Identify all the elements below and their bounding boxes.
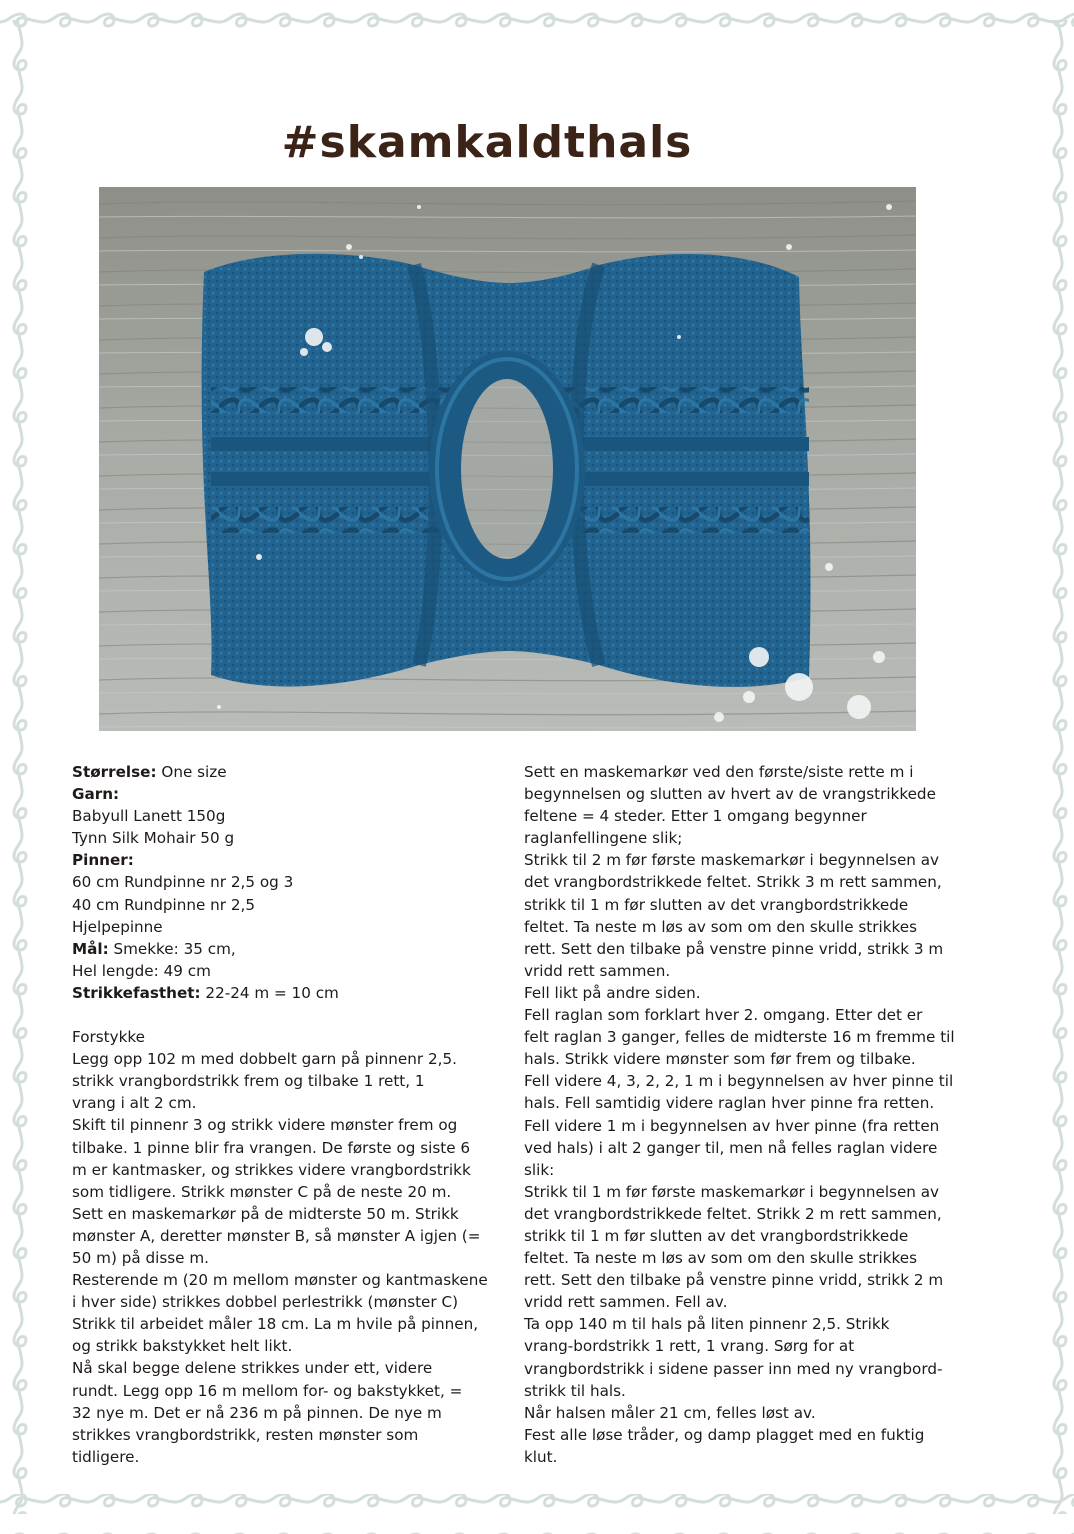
text-line: feltet. Ta neste m løs av som om den skulle strikkes: [524, 917, 918, 936]
text-line: vrang-bordstrikk 1 rett, 1 vrang. Sørg for at: [524, 1337, 855, 1356]
text-line: Forstykke: [72, 1028, 145, 1047]
spec-size-value: One size: [156, 763, 227, 781]
text-line: mønster A, deretter mønster B, så mønster A igjen (=: [72, 1226, 481, 1245]
spec-yarn-label: [72, 783, 512, 805]
spec-list: [72, 761, 512, 1004]
text-line: rett. Sett den tilbake på venstre pinne vridd, strikk 2 m: [524, 1271, 944, 1290]
text-line: Fell likt på andre siden.: [524, 983, 701, 1002]
text-line: raglanfellingene slik;: [524, 829, 683, 848]
text-line: klut.: [524, 1447, 558, 1466]
text-line: strikkes vrangbordstrikk, resten mønster som: [72, 1425, 419, 1444]
text-line: slik:: [524, 1160, 555, 1179]
text-line: 50 m) på disse m.: [72, 1248, 209, 1267]
text-line: vridd rett sammen.: [524, 961, 671, 980]
text-line: i hver side) strikkes dobbel perlestrikk (mønster C): [72, 1293, 459, 1312]
text-line: m er kantmasker, og strikkes videre vrangbordstrikk: [72, 1160, 471, 1179]
text-line: strikk til hals.: [524, 1381, 626, 1400]
spec-size-label: Størrelse:: [72, 763, 157, 781]
text-line: vrangbordstrikk i sidene passer inn med ny vrangbord-: [524, 1359, 943, 1378]
spec-gauge: [72, 982, 512, 1004]
text-line: Legg opp 102 m med dobbelt garn på pinnenr 2,5.: [72, 1050, 457, 1069]
text-line: tilbake. 1 pinne blir fra vrangen. De første og siste 6: [72, 1138, 471, 1157]
spec-measure-label: Mål:: [72, 939, 109, 958]
spec-measure-2: Hel lengde: 49 cm: [72, 961, 211, 980]
text-line: Strikk til 1 m før første maskemarkør i begynnelsen av: [524, 1182, 940, 1201]
text-line: det vrangbordstrikkede feltet. Strikk 3 m rett sammen,: [524, 873, 942, 892]
spec-yarn-label-text: Garn:: [72, 785, 120, 804]
text-line: strikk vrangbordstrikk frem og tilbake 1 rett, 1: [72, 1072, 425, 1091]
spacer: [72, 1004, 512, 1026]
spec-yarn-1: Babyull Lanett 150g: [72, 807, 226, 826]
text-line: Nå skal begge delene strikkes under ett, videre: [72, 1359, 433, 1378]
right-text-column: [524, 761, 994, 1468]
text-line: hals. Fell samtidig videre raglan hver pinne fra retten.: [524, 1094, 935, 1113]
text-line: det vrangbordstrikkede feltet. Strikk 2 m rett sammen,: [524, 1204, 942, 1223]
text-line: Fest alle løse tråder, og damp plagget med en fuktig: [524, 1425, 925, 1444]
text-line: ved hals) i alt 2 ganger til, men nå felles raglan videre: [524, 1138, 938, 1157]
text-line: Fell videre 1 m i begynnelsen av hver pinne (fra retten: [524, 1116, 940, 1135]
spec-needles-1: 60 cm Rundpinne nr 2,5 og 3: [72, 873, 294, 892]
spec-gauge-value: 22-24 m = 10 cm: [200, 983, 339, 1002]
spec-yarn-2: Tynn Silk Mohair 50 g: [72, 829, 235, 848]
text-line: Sett en maskemarkør på de midterste 50 m. Strikk: [72, 1204, 459, 1223]
text-line: strikk til 1 m før slutten av det vrangbordstrikkede: [524, 1226, 909, 1245]
text-line: vridd rett sammen. Fell av.: [524, 1293, 728, 1312]
text-line: Fell videre 4, 3, 2, 2, 1 m i begynnelsen av hver pinne til: [524, 1072, 954, 1091]
text-line: Fell raglan som forklart hver 2. omgang. Etter det er: [524, 1006, 923, 1025]
text-line: Når halsen måler 21 cm, felles løst av.: [524, 1403, 816, 1422]
text-line: Strikk til 2 m før første maskemarkør i begynnelsen av: [524, 851, 940, 870]
text-line: 32 nye m. Det er nå 236 m på pinnen. De nye m: [72, 1403, 442, 1422]
text-line: Strikk til arbeidet måler 18 cm. La m hvile på pinnen,: [72, 1315, 479, 1334]
spec-needles-label-text: Pinner:: [72, 851, 134, 870]
spec-measure-value: Smekke: 35 cm,: [108, 939, 236, 958]
spec-needles-2: 40 cm Rundpinne nr 2,5: [72, 895, 256, 914]
text-line: vrang i alt 2 cm.: [72, 1094, 197, 1113]
text-line: strikk til 1 m før slutten av det vrangbordstrikkede: [524, 895, 909, 914]
text-line: Resterende m (20 m mellom mønster og kantmaskene: [72, 1271, 488, 1290]
spec-measure: [72, 938, 512, 960]
page-title: #skamkaldthals: [281, 117, 693, 169]
text-line: feltene = 4 steder. Etter 1 omgang begynner: [524, 807, 867, 826]
text-line: som tidligere. Strikk mønster C på de neste 20 m.: [72, 1182, 452, 1201]
spec-gauge-label: Strikkefasthet:: [72, 983, 201, 1002]
text-line: hals. Strikk videre mønster som før frem og tilbake.: [524, 1050, 916, 1069]
text-line: Sett en maskemarkør ved den første/siste rette m i: [524, 763, 914, 781]
spec-needles-label: [72, 849, 512, 871]
text-line: feltet. Ta neste m løs av som om den skulle strikkes: [524, 1249, 918, 1268]
text-line: begynnelsen og slutten av hvert av de vrangstrikkede: [524, 785, 936, 804]
text-line: tidligere.: [72, 1447, 140, 1466]
front-piece-instructions: [72, 1026, 512, 1468]
text-line: rundt. Legg opp 16 m mellom for- og bakstykket, =: [72, 1381, 463, 1400]
text-line: rett. Sett den tilbake på venstre pinne vridd, strikk 3 m: [524, 939, 944, 958]
photo-illustration: [99, 187, 916, 731]
knitted-neck-warmer-photo: [99, 187, 916, 731]
text-line: felt raglan 3 ganger, felles de midterste 16 m fremme til: [524, 1028, 955, 1047]
spec-size: [72, 761, 512, 783]
left-text-column: [72, 761, 512, 1468]
text-line: og strikk bakstykket helt likt.: [72, 1337, 293, 1356]
text-line: Ta opp 140 m til hals på liten pinnenr 2,5. Strikk: [524, 1315, 890, 1334]
spec-needles-3: Hjelpepinne: [72, 917, 163, 936]
text-line: Skift til pinnenr 3 og strikk videre mønster frem og: [72, 1116, 458, 1135]
